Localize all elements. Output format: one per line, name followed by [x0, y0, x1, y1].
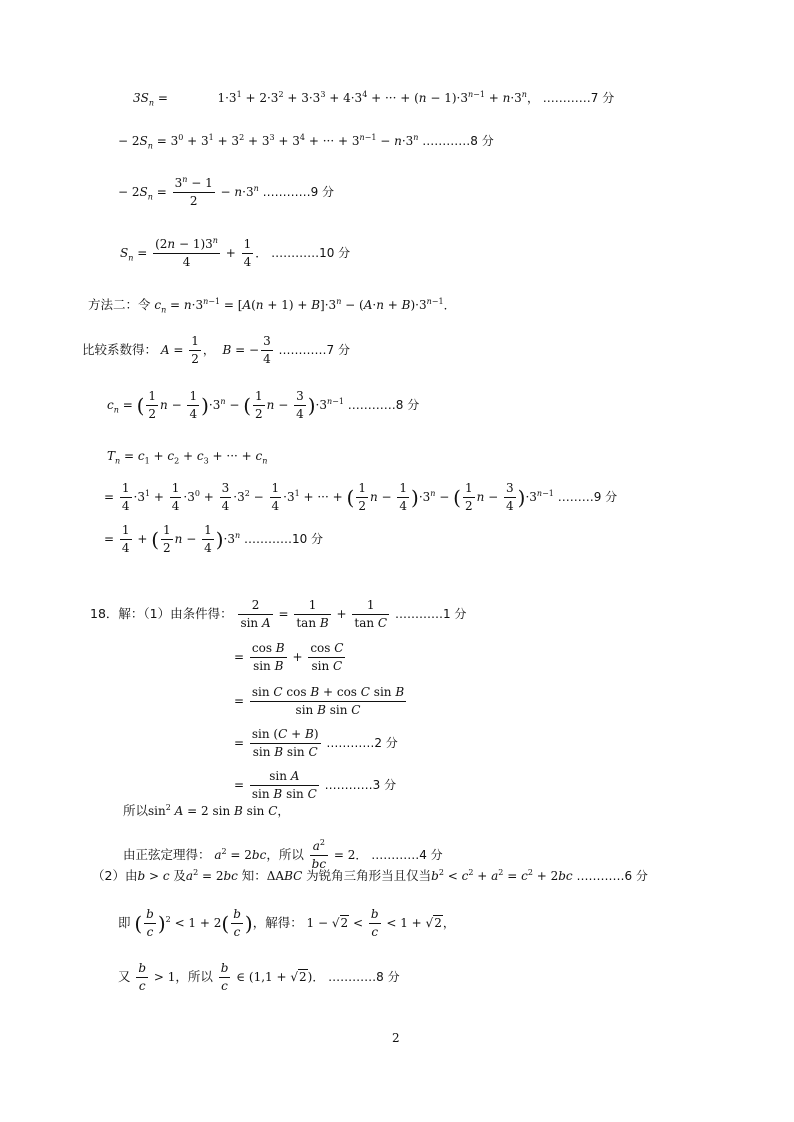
- q18-ineq: 即 ( $\frac{b}{c}$ )$^2$ < 1 + 2( $\frac{b}{c}$ )，解得： 1 − √2 < $\frac{b}{c}$ < 1 + √2，: [118, 907, 455, 939]
- score-6: …………6 分: [576, 869, 648, 883]
- score-7: …………7 分: [542, 91, 615, 105]
- score-10b: …………10 分: [243, 532, 324, 546]
- q18-line2: = $\frac{\text{cos B}}{\text{sin B}}$ + $\frac{\text{cos C}}{\text{sin C}}$: [234, 641, 344, 673]
- score-1: …………1 分: [394, 607, 467, 621]
- score-9: …………9 分: [262, 185, 335, 199]
- score-3: …………3 分: [324, 778, 397, 792]
- method2-heading: 方法二：令 $c_n = n\cdot 3^{n-1} = [A(n + 1) + B]\cdot 3^n - (A\cdot n + B)\cdot 3^{n-1}$．: [88, 297, 456, 315]
- score-8c: …………8 分: [328, 970, 400, 984]
- q18-line4: = $\frac{\sin (C + B)}{\text{sin B sin C}}$ …………2 分: [234, 727, 398, 759]
- q18-line5: = $\frac{\text{sin A}}{\text{sin B sin C}}$ …………3 分: [234, 769, 397, 801]
- eq-3sn: $3S_n$ = $1\cdot 3^1 + 2\cdot 3^2 + 3\cdot 3^3 + 4\cdot 3^4$ + ··· + $(n - 1)\cdot 3^{n-1} + n\cdot 3^n$， …………7 分: [133, 90, 615, 108]
- page-number: 2: [392, 1031, 400, 1045]
- eq-minus-2sn-frac: − $2S_n$ = $\frac{3^n - 1}{2}$ − $n\cdot 3^n$ …………9 分: [118, 175, 335, 208]
- eq-minus-2sn: − $2S_n = 3^0 + 3^1 + 3^2 + 3^3 + 3^4$ + ··· + $3^{n-1} - n\cdot 3^n$ …………8 分: [118, 133, 494, 151]
- score-7b: …………7 分: [278, 343, 350, 357]
- eq-tn: $T_n = c_1 + c_2 + c_3$ + ··· + $c_n$: [107, 449, 268, 466]
- eq-tn-final: = $\frac{1}{4}$ + ( $\frac{1}{2}$ n − $\frac{1}{4}$ )$\cdot 3^n$ …………10 分: [104, 523, 324, 555]
- score-2: …………2 分: [326, 736, 398, 750]
- score-8: …………8 分: [422, 134, 494, 148]
- score-9b: ………9 分: [557, 490, 618, 504]
- score-10: …………10 分: [271, 246, 351, 260]
- score-4: …………4 分: [371, 848, 443, 862]
- score-8b: …………8 分: [347, 398, 420, 412]
- q18-line3: = $\frac{\text{sin C cos B + cos C sin B}}{\text{sin B sin C}}$: [234, 685, 405, 717]
- q18-line6: 所以$\sin^2 A = 2$ sin B sin C，: [123, 803, 290, 818]
- q18-line7: 由正弦定理得： $a^2 = 2bc$，所以 $\frac{a^2}{bc}$ = 2． …………4 分: [123, 838, 443, 871]
- q18-final: 又 $\frac{b}{c}$ > 1，所以 $\frac{b}{c}$ ∈ (1,1 + √2)． …………8 分: [118, 961, 400, 993]
- eq-tn-expand: = $\frac{1}{4}$ $\cdot 3^1$ + $\frac{1}{4}$ $\cdot 3^0$ + $\frac{3}{4}$ $\cdot 3^2$ − $\frac{1}{4}$ $\cdot 3^1$ + ··· + ( $\frac{1}{2}$ n − $\frac{1}{4}$ )$\cdot 3^n$ − ( $\frac{1}{2}$ n − $\frac{3}{4}$ )$\cdot 3^{n-1}$ ………9 分: [104, 481, 618, 513]
- q18-line1: 18．解：（1）由条件得： $\frac{2}{\text{sin A}}$ = $\frac{1}{\text{tan B}}$ + $\frac{1}{\text{tan C}}$ …………1 分: [90, 598, 467, 630]
- eq-cn: $c_n$ = ( $\frac{1}{2}$ n − $\frac{1}{4}$ )$\cdot 3^n$ − ( $\frac{1}{2}$ n − $\frac{3}{4}$ )$\cdot 3^{n-1}$ …………8 分: [107, 389, 420, 421]
- q18-part2: （2）由b > c 及$a^2 = 2bc$ 知：ΔABC 为锐角三角形当且仅当$b^2 < c^2 + a^2 = c^2 + 2bc$ …………6 分: [92, 868, 648, 883]
- eq-sn-result: $S_n$ = $\frac{(2n - 1)3^n}{4}$ + $\frac{1}{4}$ ． …………10 分: [120, 236, 351, 269]
- coef-compare: 比较系数得： A = $\frac{1}{2}$ ， B = − $\frac{3}{4}$ …………7 分: [82, 334, 350, 366]
